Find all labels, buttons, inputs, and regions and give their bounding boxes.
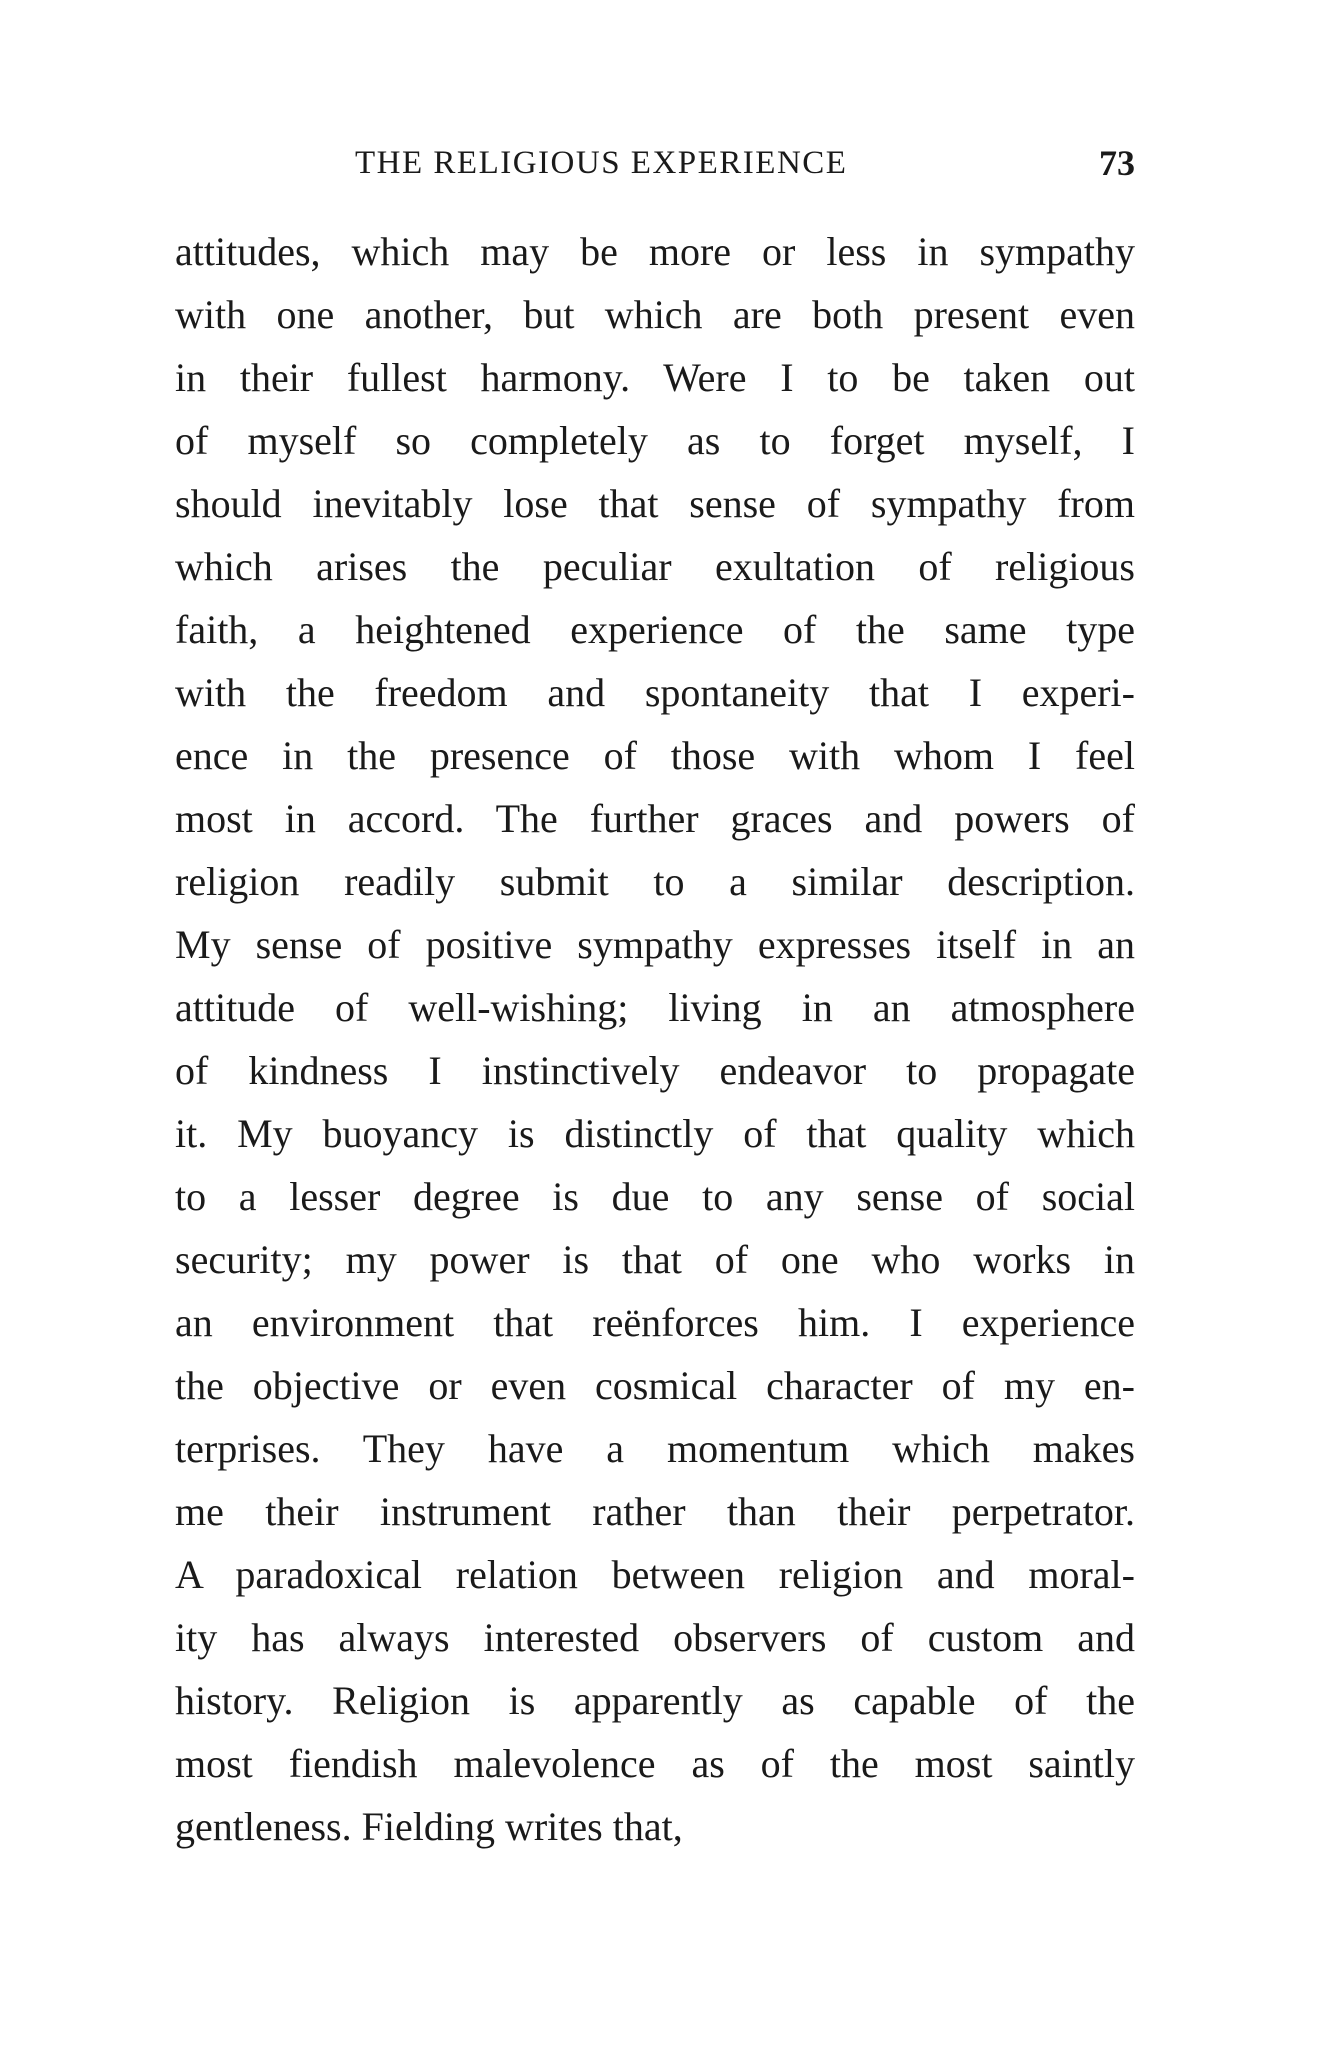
text-line: with one another, but which are both present even <box>175 292 1135 337</box>
text-line: attitude of well-wishing; living in an atmosphere <box>175 985 1135 1030</box>
text-line: which arises the peculiar exultation of religious <box>175 544 1135 589</box>
text-line: terprises. They have a momentum which makes <box>175 1426 1135 1471</box>
running-head <box>175 138 1135 188</box>
text-line: security; my power is that of one who works in <box>175 1237 1135 1282</box>
text-line: history. Religion is apparently as capable of the <box>175 1678 1135 1723</box>
text-line: an environment that reënforces him. I experience <box>175 1300 1135 1345</box>
text-line: me their instrument rather than their perpetrator. <box>175 1489 1135 1534</box>
text-line: it. My buoyancy is distinctly of that quality which <box>175 1111 1135 1156</box>
text-line: ity has always interested observers of custom and <box>175 1615 1135 1660</box>
text-line: gentleness. Fielding writes that, <box>175 1804 683 1849</box>
text-line: to a lesser degree is due to any sense of social <box>175 1174 1135 1219</box>
body-paragraph <box>175 220 1135 1858</box>
text-line: most in accord. The further graces and powers of <box>175 796 1135 841</box>
text-line: faith, a heightened experience of the same type <box>175 607 1135 652</box>
text-line: of myself so completely as to forget myself, I <box>175 418 1135 463</box>
text-line: the objective or even cosmical character of my en- <box>175 1363 1135 1408</box>
text-line: My sense of positive sympathy expresses itself in an <box>175 922 1135 967</box>
running-title: THE RELIGIOUS EXPERIENCE <box>355 145 848 181</box>
text-line: of kindness I instinctively endeavor to propagate <box>175 1048 1135 1093</box>
text-line: ence in the presence of those with whom I feel <box>175 733 1135 778</box>
text-line: A paradoxical relation between religion and moral- <box>175 1552 1135 1597</box>
page-number: 73 <box>1099 143 1135 183</box>
text-line: in their fullest harmony. Were I to be taken out <box>175 355 1135 400</box>
text-line: religion readily submit to a similar description. <box>175 859 1135 904</box>
text-line: with the freedom and spontaneity that I experi- <box>175 670 1135 715</box>
text-line: should inevitably lose that sense of sympathy from <box>175 481 1135 526</box>
text-line: most fiendish malevolence as of the most saintly <box>175 1741 1135 1786</box>
text-line: attitudes, which may be more or less in sympathy <box>175 229 1135 274</box>
